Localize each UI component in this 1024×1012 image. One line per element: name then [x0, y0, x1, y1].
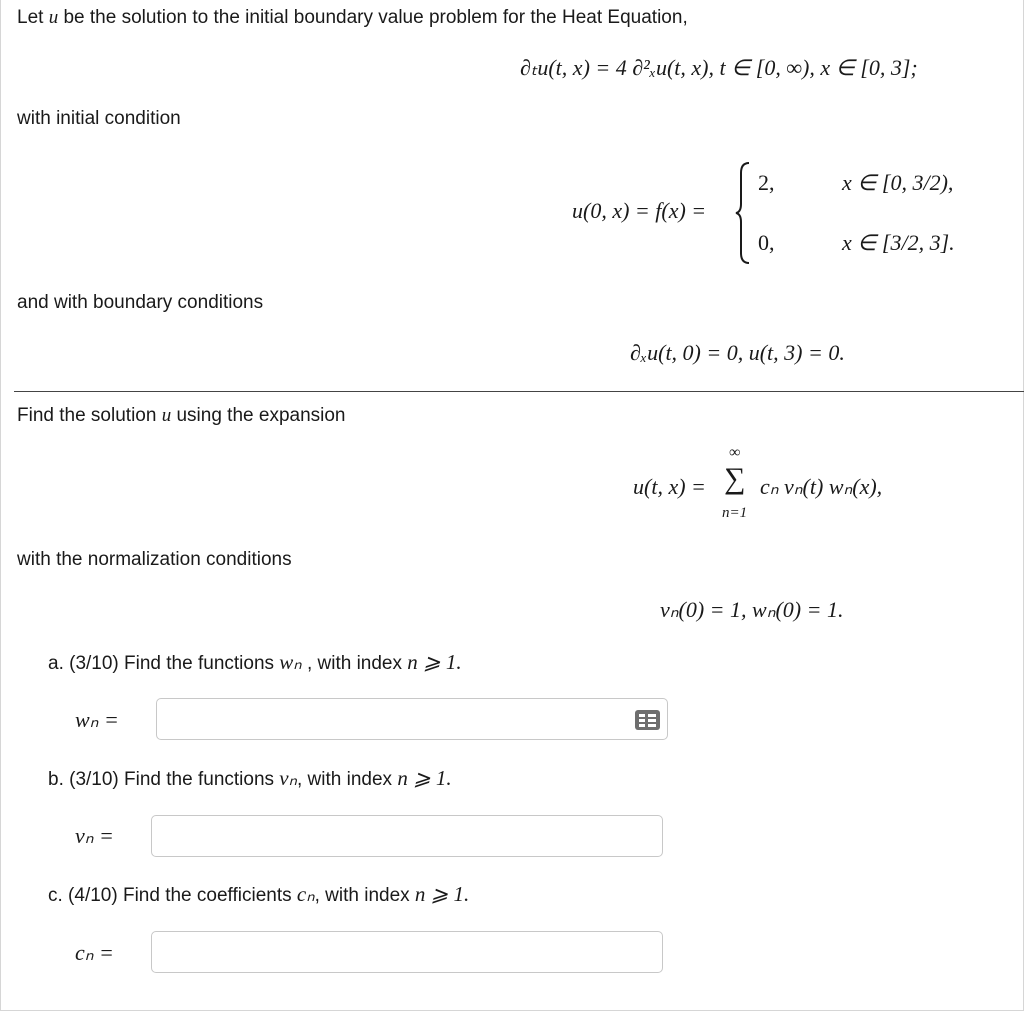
case2-value: 0, — [758, 230, 775, 255]
boundary-conditions-label: and with boundary conditions — [17, 292, 264, 313]
initial-condition-lhs: u(0, x) = f(x) = — [572, 198, 707, 223]
question-c: c. (4/10) Find the coefficients cₙ, with index n ⩾ 1. — [48, 882, 470, 906]
answer-c-input[interactable] — [151, 931, 663, 973]
piecewise-brace — [734, 160, 754, 266]
sum-upper-limit: ∞ — [729, 444, 741, 461]
normalization-label: with the normalization conditions — [17, 549, 292, 570]
expansion-text: Find the solution u using the expansion — [17, 405, 346, 426]
initial-condition-label: with initial condition — [17, 108, 181, 129]
answer-a-input[interactable] — [156, 698, 668, 740]
boundary-equation: ∂ₓu(t, 0) = 0, u(t, 3) = 0. — [630, 340, 845, 365]
equation-editor-icon[interactable] — [635, 710, 660, 730]
question-a: a. (3/10) Find the functions wₙ , with index n ⩾ 1. — [48, 650, 462, 674]
answer-b-label: vₙ = — [75, 823, 114, 848]
case1-domain: x ∈ [0, 3/2), — [842, 170, 954, 195]
expansion-rhs: cₙ vₙ(t) wₙ(x), — [760, 474, 883, 499]
normalization-equation: vₙ(0) = 1, wₙ(0) = 1. — [660, 597, 844, 622]
heat-equation: ∂ₜu(t, x) = 4 ∂²ₓu(t, x), t ∈ [0, ∞), x ∈ [0, 3]; — [520, 55, 918, 80]
case1-value: 2, — [758, 170, 775, 195]
answer-a-label: wₙ = — [75, 707, 119, 732]
question-b: b. (3/10) Find the functions vₙ, with index n ⩾ 1. — [48, 766, 452, 790]
answer-c-label: cₙ = — [75, 940, 114, 965]
expansion-lhs: u(t, x) = — [633, 474, 706, 499]
sum-lower-limit: n=1 — [722, 505, 748, 521]
intro-text: Let u be the solution to the initial boundary value problem for the Heat Equation, — [17, 7, 688, 28]
sum-sigma: ∑ — [724, 462, 746, 495]
answer-b-input[interactable] — [151, 815, 663, 857]
case2-domain: x ∈ [3/2, 3]. — [842, 230, 955, 255]
section-divider — [14, 391, 1024, 392]
